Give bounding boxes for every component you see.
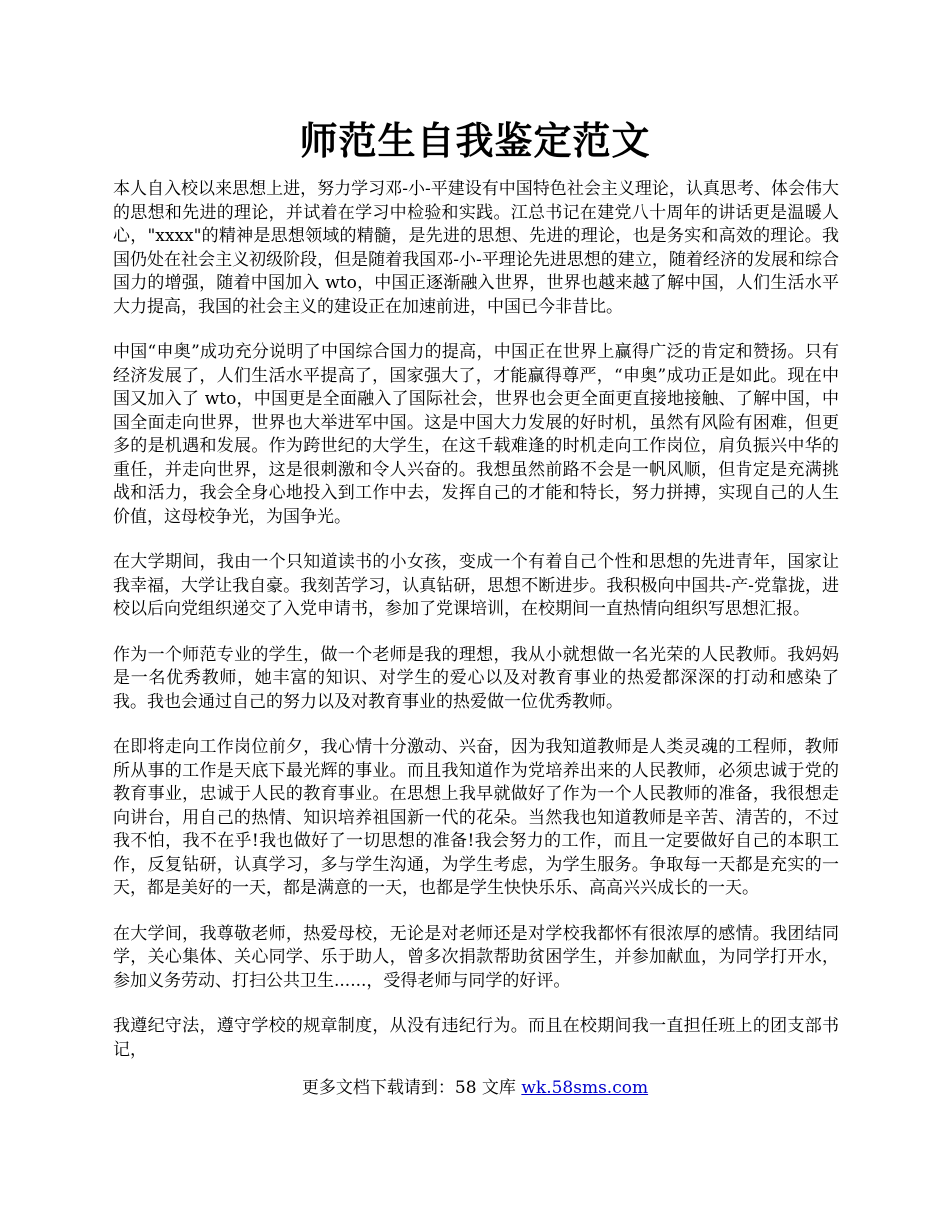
document-body xyxy=(113,178,839,1084)
paragraph: 中国“申奥”成功充分说明了中国综合国力的提高，中国正在世界上赢得广泛的肯定和赞扬。只有经济发展了，人们生活水平提高了，国家强大了，才能赢得尊严，“申奥”成功正是如此。现在中国又加入了 wto，中国更是全面融入了国际社会，世界也会更全面更直接地接触、了解中国，中国全面走向世界，世界也大举进军中国。这是中国大力发展的好时机，虽然有风险有困难，但更多的是机遇和发展。作为跨世纪的大学生，在这千载难逢的时机走向工作岗位，肩负振兴中华的重任，并走向世界，这是很刺激和令人兴奋的。我想虽然前路不会是一帆风顺，但肯定是充满挑战和活力，我会全身心地投入到工作中去，发挥自己的才能和特长，努力拼搏，实现自己的人生价值，这母校争光，为国争光。 xyxy=(113,342,839,527)
paragraph: 在大学期间，我由一个只知道读书的小女孩，变成一个有着自己个性和思想的先进青年，国家让我幸福，大学让我自豪。我刻苦学习，认真钻研，思想不断进步。我积极向中国共-产-党靠拢，进校以后向党组织递交了入党申请书，参加了党课培训，在校期间一直热情向组织写思想汇报。 xyxy=(113,552,839,619)
paragraph: 在大学间，我尊敬老师，热爱母校，无论是对老师还是对学校我都怀有很浓厚的感情。我团结同学，关心集体、关心同学、乐于助人，曾多次捐款帮助贫困学生，并参加献血，为同学打开水，参加义务劳动、打扫公共卫生......，受得老师与同学的好评。 xyxy=(113,923,839,991)
footer-link[interactable]: wk.58sms.com xyxy=(521,1078,649,1098)
footer-text: 更多文档下载请到：58 文库 xyxy=(301,1078,522,1098)
paragraph: 本人自入校以来思想上进，努力学习邓-小-平建设有中国特色社会主义理论，认真思考、体会伟大的思想和先进的理论，并试着在学习中检验和实践。江总书记在建党八十周年的讲话更是温暖人心，"xxxx"的精神是思想领域的精髓，是先进的思想、先进的理论，也是务实和高效的理论。我国仍处在社会主义初级阶段，但是随着我国邓-小-平理论先进思想的建立，随着经济的发展和综合国力的增强，随着中国加入 wto，中国正逐渐融入世界，世界也越来越了解中国，人们生活水平大力提高，我国的社会主义的建设正在加速前进，中国已今非昔比。 xyxy=(113,179,839,317)
paragraph: 我遵纪守法，遵守学校的规章制度，从没有违纪行为。而且在校期间我一直担任班上的团支部书记， xyxy=(113,1016,839,1060)
paragraph: 在即将走向工作岗位前夕，我心情十分激动、兴奋，因为我知道教师是人类灵魂的工程师，教师所从事的工作是天底下最光辉的事业。而且我知道作为党培养出来的人民教师，必须忠诚于党的教育事业，忠诚于人民的教育事业。在思想上我早就做好了作为一个人民教师的准备，我很想走向讲台，用自己的热情、知识培养祖国新一代的花朵。当然我也知道教师是辛苦、清苦的，不过我不怕，我不在乎!我也做好了一切思想的准备!我会努力的工作，而且一定要做好自己的本职工作，反复钻研，认真学习，多与学生沟通，为学生考虑，为学生服务。争取每一天都是充实的一天，都是美好的一天，都是满意的一天，也都是学生快快乐乐、高高兴兴成长的一天。 xyxy=(113,737,839,898)
footer xyxy=(0,1076,950,1100)
document-title: 师范生自我鉴定范文 xyxy=(299,118,651,163)
paragraph: 作为一个师范专业的学生，做一个老师是我的理想，我从小就想做一名光荣的人民教师。我妈妈是一名优秀教师，她丰富的知识、对学生的爱心以及对教育事业的热爱都深深的打动和感染了我。我也会通过自己的努力以及对教育事业的热爱做一位优秀教师。 xyxy=(113,644,839,712)
